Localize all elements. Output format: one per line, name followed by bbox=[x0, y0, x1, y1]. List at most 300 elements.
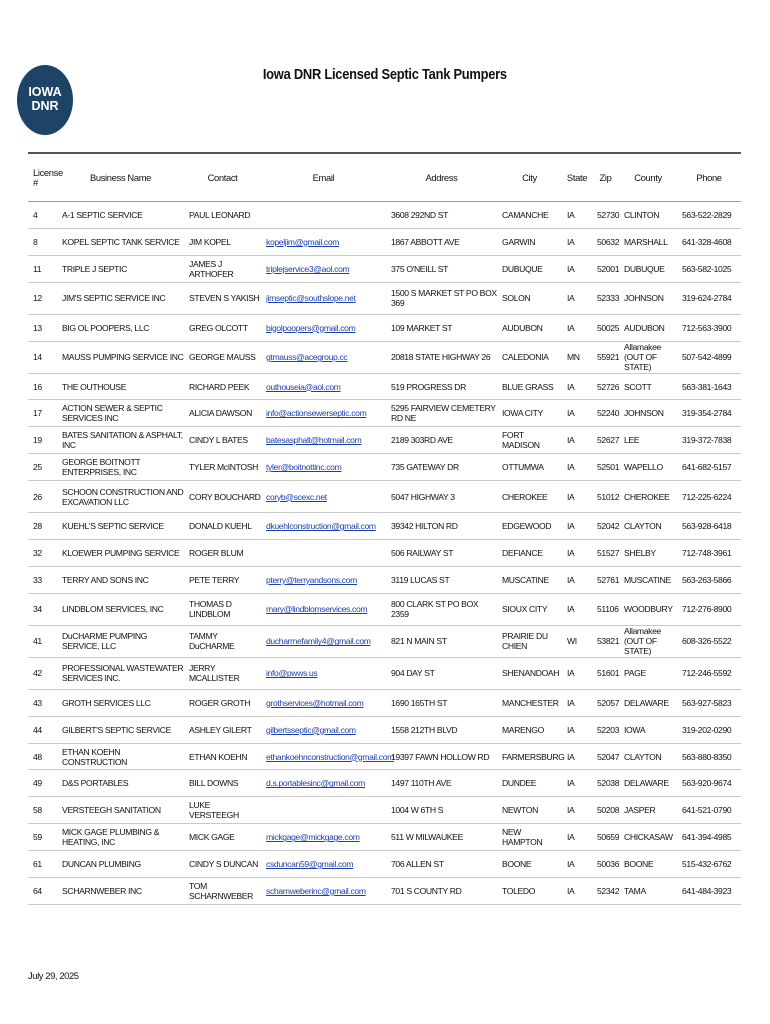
cell-address: 1558 212TH BLVD bbox=[386, 716, 497, 743]
cell-email bbox=[261, 341, 386, 373]
cell-county: MUSCATINE bbox=[619, 566, 677, 593]
email-link[interactable]: batesasphalt@hotmail.com bbox=[266, 435, 362, 446]
cell-business: SCHARNWEBER INC bbox=[57, 878, 184, 905]
cell-phone: 641-682-5157 bbox=[677, 454, 741, 481]
cell-phone: 563-928-6418 bbox=[677, 513, 741, 540]
email-link[interactable]: ducharmefamily4@gmail.com bbox=[266, 636, 371, 647]
table-row bbox=[28, 657, 741, 689]
cell-city: SOLON bbox=[497, 282, 562, 314]
cell-contact: ASHLEY GILERT bbox=[184, 716, 261, 743]
cell-address: 3119 LUCAS ST bbox=[386, 566, 497, 593]
cell-zip: 50208 bbox=[592, 797, 619, 824]
cell-license: 4 bbox=[28, 202, 57, 229]
cell-zip: 52057 bbox=[592, 689, 619, 716]
table-row bbox=[28, 625, 741, 657]
cell-contact: MICK GAGE bbox=[184, 824, 261, 851]
cell-city: GARWIN bbox=[497, 228, 562, 255]
table-row bbox=[28, 566, 741, 593]
cell-business: DUNCAN PLUMBING bbox=[57, 851, 184, 878]
cell-phone: 563-927-5823 bbox=[677, 689, 741, 716]
cell-address: 19397 FAWN HOLLOW RD bbox=[386, 743, 497, 770]
email-link[interactable]: d.s.portablesinc@gmail.com bbox=[266, 778, 365, 789]
cell-state: IA bbox=[562, 255, 592, 282]
cell-phone: 641-394-4985 bbox=[677, 824, 741, 851]
cell-phone: 641-328-4608 bbox=[677, 228, 741, 255]
cell-address: 1690 165TH ST bbox=[386, 689, 497, 716]
cell-county: CLINTON bbox=[619, 202, 677, 229]
cell-county: PAGE bbox=[619, 657, 677, 689]
cell-city: TOLEDO bbox=[497, 878, 562, 905]
cell-city: MARENGO bbox=[497, 716, 562, 743]
cell-county: AUDUBON bbox=[619, 314, 677, 341]
cell-business: DuCHARME PUMPING SERVICE, LLC bbox=[57, 625, 184, 657]
cell-contact: RICHARD PEEK bbox=[184, 373, 261, 400]
header-business-name: Business Name bbox=[57, 153, 184, 202]
cell-license: 33 bbox=[28, 566, 57, 593]
cell-email bbox=[261, 593, 386, 625]
cell-license: 48 bbox=[28, 743, 57, 770]
cell-state: IA bbox=[562, 427, 592, 454]
cell-license: 49 bbox=[28, 770, 57, 797]
cell-business: ACTION SEWER & SEPTIC SERVICES INC bbox=[57, 400, 184, 427]
cell-phone: 319-372-7838 bbox=[677, 427, 741, 454]
email-link[interactable]: tyler@boitnottinc.com bbox=[266, 462, 342, 473]
email-link[interactable]: triplejservice3@aol.com bbox=[266, 263, 350, 274]
cell-city: PRAIRIE DU CHIEN bbox=[497, 625, 562, 657]
table-row bbox=[28, 314, 741, 341]
cell-county: SHELBY bbox=[619, 540, 677, 567]
cell-city: CALEDONIA bbox=[497, 341, 562, 373]
cell-address: 5047 HIGHWAY 3 bbox=[386, 481, 497, 513]
cell-business: GILBERT'S SEPTIC SERVICE bbox=[57, 716, 184, 743]
cell-city: NEWTON bbox=[497, 797, 562, 824]
cell-city: MANCHESTER bbox=[497, 689, 562, 716]
cell-city: NEW HAMPTON bbox=[497, 824, 562, 851]
cell-state: WI bbox=[562, 625, 592, 657]
cell-state: IA bbox=[562, 454, 592, 481]
cell-zip: 52240 bbox=[592, 400, 619, 427]
cell-business: BIG OL POOPERS, LLC bbox=[57, 314, 184, 341]
cell-state: IA bbox=[562, 797, 592, 824]
cell-county: IOWA bbox=[619, 716, 677, 743]
cell-license: 61 bbox=[28, 851, 57, 878]
cell-county: TAMA bbox=[619, 878, 677, 905]
cell-address: 5295 FAIRVIEW CEMETERY RD NE bbox=[386, 400, 497, 427]
cell-county: CHEROKEE bbox=[619, 481, 677, 513]
cell-address: 800 CLARK ST PO BOX 2359 bbox=[386, 593, 497, 625]
cell-county: CLAYTON bbox=[619, 513, 677, 540]
header-address: Address bbox=[386, 153, 497, 202]
email-link[interactable]: dkuehlconstruction@gmail.com bbox=[266, 521, 376, 532]
cell-address: 1867 ABBOTT AVE bbox=[386, 228, 497, 255]
cell-contact: STEVEN S YAKISH bbox=[184, 282, 261, 314]
cell-city: SIOUX CITY bbox=[497, 593, 562, 625]
cell-zip: 55921 bbox=[592, 341, 619, 373]
cell-zip: 51601 bbox=[592, 657, 619, 689]
header-email: Email bbox=[261, 153, 386, 202]
cell-email bbox=[261, 427, 386, 454]
cell-address: 1004 W 6TH S bbox=[386, 797, 497, 824]
cell-contact: GEORGE MAUSS bbox=[184, 341, 261, 373]
cell-city: DUNDEE bbox=[497, 770, 562, 797]
email-link[interactable]: outhouseia@aol.com bbox=[266, 381, 341, 392]
cell-address: 1500 S MARKET ST PO BOX 369 bbox=[386, 282, 497, 314]
table-row bbox=[28, 743, 741, 770]
cell-contact: JERRY MCALLISTER bbox=[184, 657, 261, 689]
email-link[interactable]: gtmauss@acegroup.cc bbox=[266, 352, 348, 363]
cell-phone: 641-521-0790 bbox=[677, 797, 741, 824]
cell-county: WOODBURY bbox=[619, 593, 677, 625]
cell-zip: 51527 bbox=[592, 540, 619, 567]
cell-state: MN bbox=[562, 341, 592, 373]
cell-address: 821 N MAIN ST bbox=[386, 625, 497, 657]
cell-phone: 712-748-3961 bbox=[677, 540, 741, 567]
cell-address: 2189 303RD AVE bbox=[386, 427, 497, 454]
logo-line-2: DNR bbox=[31, 99, 59, 113]
cell-state: IA bbox=[562, 716, 592, 743]
table-row bbox=[28, 228, 741, 255]
cell-zip: 51012 bbox=[592, 481, 619, 513]
cell-email bbox=[261, 824, 386, 851]
cell-license: 44 bbox=[28, 716, 57, 743]
cell-state: IA bbox=[562, 824, 592, 851]
cell-county: JOHNSON bbox=[619, 282, 677, 314]
table-row bbox=[28, 878, 741, 905]
email-link[interactable]: info@actionsewerseptic.com bbox=[266, 408, 367, 419]
cell-county: WAPELLO bbox=[619, 454, 677, 481]
cell-phone: 712-276-8900 bbox=[677, 593, 741, 625]
cell-address: 519 PROGRESS DR bbox=[386, 373, 497, 400]
table-row bbox=[28, 255, 741, 282]
email-link[interactable]: coryb@scexc.net bbox=[266, 491, 327, 502]
cell-business: BATES SANITATION & ASPHALT, INC bbox=[57, 427, 184, 454]
cell-license: 11 bbox=[28, 255, 57, 282]
cell-license: 12 bbox=[28, 282, 57, 314]
cell-phone: 563-381-1643 bbox=[677, 373, 741, 400]
email-link[interactable]: mary@lindblomservices.com bbox=[266, 604, 368, 615]
cell-email bbox=[261, 540, 386, 567]
cell-license: 8 bbox=[28, 228, 57, 255]
cell-email bbox=[261, 716, 386, 743]
cell-business: KUEHL'S SEPTIC SERVICE bbox=[57, 513, 184, 540]
cell-contact: ALICIA DAWSON bbox=[184, 400, 261, 427]
cell-contact: TOM SCHARNWEBER bbox=[184, 878, 261, 905]
cell-business: ETHAN KOEHN CONSTRUCTION bbox=[57, 743, 184, 770]
cell-email bbox=[261, 851, 386, 878]
cell-city: CAMANCHE bbox=[497, 202, 562, 229]
cell-business: TERRY AND SONS INC bbox=[57, 566, 184, 593]
table-row bbox=[28, 540, 741, 567]
cell-license: 26 bbox=[28, 481, 57, 513]
cell-business: TRIPLE J SEPTIC bbox=[57, 255, 184, 282]
table-row bbox=[28, 400, 741, 427]
cell-county: BOONE bbox=[619, 851, 677, 878]
table-row bbox=[28, 851, 741, 878]
email-link[interactable]: pterry@terryandsons.com bbox=[266, 574, 357, 585]
cell-county: DELAWARE bbox=[619, 770, 677, 797]
cell-zip: 52730 bbox=[592, 202, 619, 229]
cell-contact: THOMAS D LINDBLOM bbox=[184, 593, 261, 625]
cell-county: CLAYTON bbox=[619, 743, 677, 770]
cell-address: 3608 292ND ST bbox=[386, 202, 497, 229]
cell-business: LINDBLOM SERVICES, INC bbox=[57, 593, 184, 625]
cell-state: IA bbox=[562, 540, 592, 567]
cell-county: CHICKASAW bbox=[619, 824, 677, 851]
table-row bbox=[28, 770, 741, 797]
cell-contact: TAMMY DuCHARME bbox=[184, 625, 261, 657]
document-title bbox=[0, 66, 770, 83]
cell-email bbox=[261, 255, 386, 282]
cell-address: 904 DAY ST bbox=[386, 657, 497, 689]
cell-business: MAUSS PUMPING SERVICE INC bbox=[57, 341, 184, 373]
table-header-row bbox=[28, 153, 741, 202]
table-row bbox=[28, 202, 741, 229]
cell-city: BOONE bbox=[497, 851, 562, 878]
cell-phone: 641-484-3923 bbox=[677, 878, 741, 905]
cell-business: VERSTEEGH SANITATION bbox=[57, 797, 184, 824]
cell-phone: 319-354-2784 bbox=[677, 400, 741, 427]
table-row bbox=[28, 427, 741, 454]
cell-email bbox=[261, 743, 394, 770]
cell-contact: JIM KOPEL bbox=[184, 228, 261, 255]
document-title-text: Iowa DNR Licensed Septic Tank Pumpers bbox=[262, 66, 507, 83]
table-row bbox=[28, 282, 741, 314]
email-link[interactable]: kopeljim@gmail.com bbox=[266, 236, 340, 247]
cell-license: 19 bbox=[28, 427, 57, 454]
cell-county: MARSHALL bbox=[619, 228, 677, 255]
cell-zip: 52501 bbox=[592, 454, 619, 481]
cell-phone: 563-263-5866 bbox=[677, 566, 741, 593]
cell-phone: 563-522-2829 bbox=[677, 202, 741, 229]
cell-contact: CINDY L BATES bbox=[184, 427, 261, 454]
cell-email bbox=[261, 878, 386, 905]
footer-date: July 29, 2025 bbox=[28, 970, 79, 981]
cell-business: D&S PORTABLES bbox=[57, 770, 184, 797]
cell-license: 13 bbox=[28, 314, 57, 341]
cell-license: 43 bbox=[28, 689, 57, 716]
cell-county: Allamakee (OUT OF STATE) bbox=[619, 341, 677, 373]
email-link[interactable]: info@pwws.us bbox=[266, 668, 318, 679]
cell-city: DEFIANCE bbox=[497, 540, 562, 567]
cell-license: 34 bbox=[28, 593, 57, 625]
cell-email bbox=[261, 481, 386, 513]
cell-state: IA bbox=[562, 373, 592, 400]
cell-contact: PAUL LEONARD bbox=[184, 202, 261, 229]
cell-license: 14 bbox=[28, 341, 57, 373]
cell-email bbox=[261, 770, 386, 797]
table-row bbox=[28, 593, 741, 625]
cell-contact: GREG OLCOTT bbox=[184, 314, 261, 341]
cell-address: 701 S COUNTY RD bbox=[386, 878, 497, 905]
cell-county: LEE bbox=[619, 427, 677, 454]
cell-phone: 563-582-1025 bbox=[677, 255, 741, 282]
cell-address: 1497 110TH AVE bbox=[386, 770, 497, 797]
cell-city: SHENANDOAH bbox=[497, 657, 562, 689]
cell-zip: 50036 bbox=[592, 851, 619, 878]
cell-county: DELAWARE bbox=[619, 689, 677, 716]
email-link[interactable]: bigolpoopers@gmail.com bbox=[266, 322, 356, 333]
cell-address: 706 ALLEN ST bbox=[386, 851, 497, 878]
cell-email bbox=[261, 314, 386, 341]
cell-address: 735 GATEWAY DR bbox=[386, 454, 497, 481]
cell-email bbox=[261, 657, 386, 689]
table-row bbox=[28, 824, 741, 851]
cell-phone: 563-920-9674 bbox=[677, 770, 741, 797]
table-row bbox=[28, 481, 741, 513]
cell-state: IA bbox=[562, 400, 592, 427]
cell-zip: 50659 bbox=[592, 824, 619, 851]
cell-county: JASPER bbox=[619, 797, 677, 824]
table-row bbox=[28, 373, 741, 400]
cell-zip: 51106 bbox=[592, 593, 619, 625]
cell-contact: BILL DOWNS bbox=[184, 770, 261, 797]
cell-email bbox=[261, 797, 386, 824]
cell-address: 20818 STATE HIGHWAY 26 bbox=[386, 341, 497, 373]
cell-phone: 319-624-2784 bbox=[677, 282, 741, 314]
cell-phone: 712-225-6224 bbox=[677, 481, 741, 513]
cell-address: 39342 HILTON RD bbox=[386, 513, 497, 540]
cell-contact: ROGER GROTH bbox=[184, 689, 261, 716]
cell-zip: 53821 bbox=[592, 625, 619, 657]
cell-county: SCOTT bbox=[619, 373, 677, 400]
cell-phone: 319-202-0290 bbox=[677, 716, 741, 743]
cell-zip: 52342 bbox=[592, 878, 619, 905]
cell-phone: 712-563-3900 bbox=[677, 314, 741, 341]
table-row bbox=[28, 341, 741, 373]
table-row bbox=[28, 454, 741, 481]
cell-state: IA bbox=[562, 593, 592, 625]
cell-email bbox=[261, 228, 386, 255]
table-row bbox=[28, 513, 741, 540]
header-contact: Contact bbox=[184, 153, 261, 202]
email-link[interactable]: jimseptic@southslope.net bbox=[266, 293, 356, 304]
cell-zip: 52627 bbox=[592, 427, 619, 454]
cell-state: IA bbox=[562, 513, 592, 540]
cell-zip: 50025 bbox=[592, 314, 619, 341]
cell-license: 59 bbox=[28, 824, 57, 851]
cell-email bbox=[261, 373, 386, 400]
cell-license: 41 bbox=[28, 625, 57, 657]
cell-contact: PETE TERRY bbox=[184, 566, 261, 593]
cell-phone: 563-880-8350 bbox=[677, 743, 741, 770]
cell-city: EDGEWOOD bbox=[497, 513, 562, 540]
cell-email bbox=[261, 202, 386, 229]
cell-zip: 52047 bbox=[592, 743, 619, 770]
cell-city: OTTUMWA bbox=[497, 454, 562, 481]
header-phone: Phone bbox=[677, 153, 741, 202]
cell-license: 58 bbox=[28, 797, 57, 824]
cell-state: IA bbox=[562, 314, 592, 341]
table-row bbox=[28, 797, 741, 824]
cell-business: MICK GAGE PLUMBING & HEATING, INC bbox=[57, 824, 184, 851]
cell-business: KLOEWER PUMPING SERVICE bbox=[57, 540, 184, 567]
cell-address: 506 RAILWAY ST bbox=[386, 540, 497, 567]
cell-email bbox=[261, 566, 386, 593]
table-row bbox=[28, 716, 741, 743]
cell-business: GROTH SERVICES LLC bbox=[57, 689, 184, 716]
cell-license: 64 bbox=[28, 878, 57, 905]
cell-state: IA bbox=[562, 743, 592, 770]
cell-business: JIM'S SEPTIC SERVICE INC bbox=[57, 282, 184, 314]
cell-contact: ETHAN KOEHN bbox=[184, 743, 261, 770]
cell-city: BLUE GRASS bbox=[497, 373, 562, 400]
cell-business: PROFESSIONAL WASTEWATER SERVICES INC. bbox=[57, 657, 184, 689]
cell-zip: 50632 bbox=[592, 228, 619, 255]
header-license: License # bbox=[28, 153, 57, 202]
cell-city: AUDUBON bbox=[497, 314, 562, 341]
cell-contact: JAMES J ARTHOFER bbox=[184, 255, 261, 282]
cell-zip: 52042 bbox=[592, 513, 619, 540]
cell-contact: TYLER McINTOSH bbox=[184, 454, 261, 481]
cell-address: 375 O'NEILL ST bbox=[386, 255, 497, 282]
cell-business: SCHOON CONSTRUCTION AND EXCAVATION LLC bbox=[57, 481, 184, 513]
cell-state: IA bbox=[562, 566, 592, 593]
header-county: County bbox=[619, 153, 677, 202]
cell-email bbox=[261, 282, 386, 314]
cell-city: CHEROKEE bbox=[497, 481, 562, 513]
cell-zip: 52726 bbox=[592, 373, 619, 400]
cell-state: IA bbox=[562, 657, 592, 689]
cell-phone: 608-326-5522 bbox=[677, 625, 741, 657]
cell-state: IA bbox=[562, 481, 592, 513]
cell-contact: ROGER BLUM bbox=[184, 540, 261, 567]
cell-contact: CORY BOUCHARD bbox=[184, 481, 261, 513]
email-link[interactable]: csduncan59@gmail.com bbox=[266, 859, 354, 870]
cell-phone: 507-542-4899 bbox=[677, 341, 741, 373]
cell-county: DUBUQUE bbox=[619, 255, 677, 282]
cell-email bbox=[261, 689, 386, 716]
table-row bbox=[28, 689, 741, 716]
cell-license: 16 bbox=[28, 373, 57, 400]
cell-state: IA bbox=[562, 770, 592, 797]
header-zip: Zip bbox=[592, 153, 619, 202]
cell-city: MUSCATINE bbox=[497, 566, 562, 593]
cell-zip: 52761 bbox=[592, 566, 619, 593]
cell-state: IA bbox=[562, 878, 592, 905]
cell-city: DUBUQUE bbox=[497, 255, 562, 282]
email-link[interactable]: scharnweberinc@gmail.com bbox=[266, 885, 366, 896]
cell-county: JOHNSON bbox=[619, 400, 677, 427]
email-link[interactable]: gilbertsseptic@gmail.com bbox=[266, 724, 356, 735]
cell-email bbox=[261, 513, 386, 540]
logo-line-1: IOWA bbox=[28, 85, 62, 99]
cell-phone: 712-246-5592 bbox=[677, 657, 741, 689]
cell-city: IOWA CITY bbox=[497, 400, 562, 427]
cell-state: IA bbox=[562, 202, 592, 229]
cell-email bbox=[261, 454, 386, 481]
cell-contact: CINDY S DUNCAN bbox=[184, 851, 261, 878]
cell-email bbox=[261, 400, 386, 427]
cell-address: 511 W MILWAUKEE bbox=[386, 824, 497, 851]
cell-license: 28 bbox=[28, 513, 57, 540]
email-link[interactable]: mickgage@mickgage.com bbox=[266, 832, 360, 843]
cell-city: FARMERSBURG bbox=[497, 743, 562, 770]
pumpers-table bbox=[28, 152, 741, 905]
email-link[interactable]: ethankoehnconstruction@gmail.com bbox=[266, 751, 394, 762]
cell-license: 32 bbox=[28, 540, 57, 567]
cell-license: 42 bbox=[28, 657, 57, 689]
table-body bbox=[28, 202, 741, 905]
cell-phone: 515-432-6762 bbox=[677, 851, 741, 878]
cell-business: KOPEL SEPTIC TANK SERVICE bbox=[57, 228, 184, 255]
email-link[interactable]: grothservices@hotmail.com bbox=[266, 697, 364, 708]
cell-business: GEORGE BOITNOTT ENTERPRISES, INC bbox=[57, 454, 184, 481]
cell-email bbox=[261, 625, 386, 657]
cell-contact: DONALD KUEHL bbox=[184, 513, 261, 540]
cell-city: FORT MADISON bbox=[497, 427, 562, 454]
cell-zip: 52203 bbox=[592, 716, 619, 743]
cell-business: A-1 SEPTIC SERVICE bbox=[57, 202, 184, 229]
